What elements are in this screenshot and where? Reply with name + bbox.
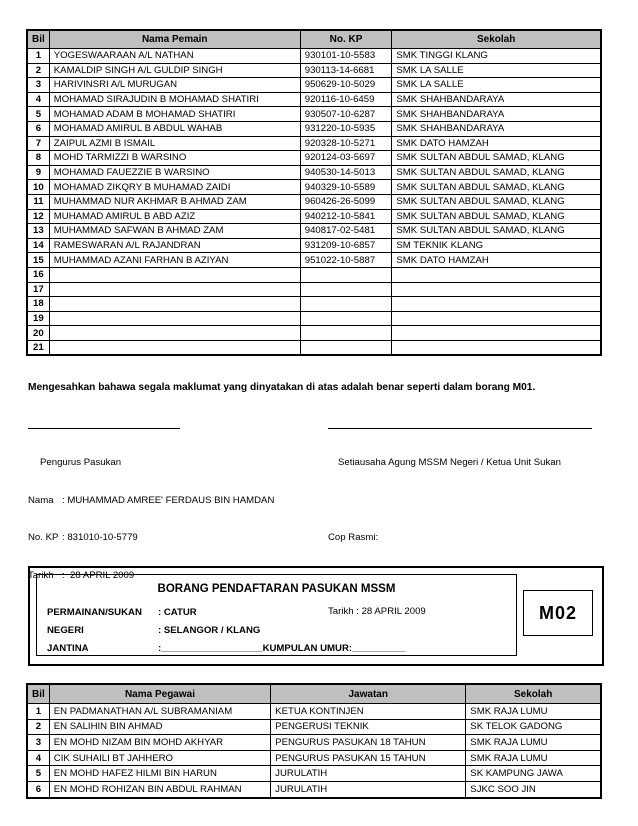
player-number: 5 bbox=[27, 107, 49, 122]
player-kp bbox=[300, 297, 392, 312]
player-name: MUHAMMAD SAFWAN B AHMAD ZAM bbox=[49, 224, 300, 239]
official-stamp-label: Cop Rasmi: bbox=[328, 531, 379, 543]
official-name: EN PADMANATHAN A/L SUBRAMANIAM bbox=[49, 704, 270, 720]
player-kp: 940530-14-5013 bbox=[300, 165, 392, 180]
player-row bbox=[27, 282, 601, 297]
player-school: SMK SHAHBANDARAYA bbox=[392, 121, 601, 136]
player-row bbox=[27, 136, 601, 151]
sport-label: PERMAINAN/SUKAN bbox=[47, 607, 142, 618]
date-value: : 28 APRIL 2009 bbox=[62, 569, 135, 581]
header-bil: Bil bbox=[27, 684, 49, 704]
official-name: EN MOHD HAFEZ HILMI BIN HARUN bbox=[49, 766, 270, 782]
player-kp: 940212-10-5841 bbox=[300, 209, 392, 224]
official-school: SJKC SOO JIN bbox=[466, 781, 601, 797]
player-row bbox=[27, 92, 601, 107]
player-school: SMK LA SALLE bbox=[392, 78, 601, 93]
form-row-sport bbox=[47, 607, 197, 618]
state-label: NEGERI bbox=[47, 625, 84, 636]
player-number: 18 bbox=[27, 297, 49, 312]
player-kp: 950629-10-5029 bbox=[300, 78, 392, 93]
player-name: MUHAMAD AMIRUL B ABD AZIZ bbox=[49, 209, 300, 224]
official-row bbox=[27, 766, 601, 782]
player-school bbox=[392, 297, 601, 312]
player-number: 4 bbox=[27, 92, 49, 107]
official-number: 6 bbox=[27, 781, 49, 797]
header-nama-pegawai: Nama Pegawai bbox=[49, 684, 270, 704]
player-kp: 931209-10-6857 bbox=[300, 238, 392, 253]
player-school bbox=[392, 326, 601, 341]
header-sekolah: Sekolah bbox=[392, 30, 601, 49]
player-row bbox=[27, 253, 601, 268]
player-row bbox=[27, 194, 601, 209]
official-row bbox=[27, 719, 601, 735]
date-label: Tarikh bbox=[28, 569, 54, 581]
player-name bbox=[49, 340, 300, 355]
player-row bbox=[27, 151, 601, 166]
official-number: 3 bbox=[27, 735, 49, 751]
player-number: 16 bbox=[27, 267, 49, 282]
official-school: SK KAMPUNG JAWA bbox=[466, 766, 601, 782]
form-code: M02 bbox=[538, 602, 577, 623]
player-school: SMK LA SALLE bbox=[392, 63, 601, 78]
player-number: 11 bbox=[27, 194, 49, 209]
officials-header-row bbox=[27, 684, 601, 704]
official-position: PENGURUS PASUKAN 18 TAHUN bbox=[271, 735, 466, 751]
player-number: 12 bbox=[27, 209, 49, 224]
player-kp: 960426-26-5099 bbox=[300, 194, 392, 209]
secretary-date: Tarikh : 28 APRIL 2009 bbox=[328, 606, 426, 617]
header-nama-pemain: Nama Pemain bbox=[49, 30, 300, 49]
signature-line-left bbox=[28, 428, 180, 429]
player-number: 1 bbox=[27, 49, 49, 64]
official-school: SMK RAJA LUMU bbox=[466, 735, 601, 751]
signature-line-right bbox=[328, 428, 592, 429]
official-school: SMK RAJA LUMU bbox=[466, 750, 601, 766]
player-name: HARIVINSRI A/L MURUGAN bbox=[49, 78, 300, 93]
player-row bbox=[27, 165, 601, 180]
player-kp: 951022-10-5887 bbox=[300, 253, 392, 268]
form-row-state bbox=[47, 625, 260, 636]
player-number: 13 bbox=[27, 224, 49, 239]
player-row bbox=[27, 121, 601, 136]
player-kp bbox=[300, 282, 392, 297]
player-name: MUHAMMAD NUR AKHMAR B AHMAD ZAM bbox=[49, 194, 300, 209]
player-kp bbox=[300, 311, 392, 326]
player-number: 14 bbox=[27, 238, 49, 253]
player-kp: 930101-10-5583 bbox=[300, 49, 392, 64]
player-name bbox=[49, 267, 300, 282]
player-name bbox=[49, 297, 300, 312]
player-name: ZAIPUL AZMI B ISMAIL bbox=[49, 136, 300, 151]
player-name: YOGESWAARAAN A/L NATHAN bbox=[49, 49, 300, 64]
players-header-row bbox=[27, 30, 601, 49]
player-school: SMK DATO HAMZAH bbox=[392, 253, 601, 268]
name-label: Nama bbox=[28, 494, 54, 506]
sport-value: : CATUR bbox=[158, 607, 197, 618]
official-position: JURULATIH bbox=[271, 781, 466, 797]
registration-form-box bbox=[28, 566, 604, 666]
player-kp: 920124-03-5697 bbox=[300, 151, 392, 166]
gender-label: JANTINA bbox=[47, 643, 89, 654]
player-row bbox=[27, 297, 601, 312]
confirmation-statement: Mengesahkan bahawa segala maklumat yang dinyatakan di atas adalah benar seperti dalam borang M01. bbox=[28, 382, 536, 393]
official-name: EN MOHD NIZAM BIN MOHD AKHYAR bbox=[49, 735, 270, 751]
player-name: MOHAMAD ZIKQRY B MUHAMAD ZAIDI bbox=[49, 180, 300, 195]
player-number: 2 bbox=[27, 63, 49, 78]
player-row bbox=[27, 238, 601, 253]
player-kp: 931220-10-5935 bbox=[300, 121, 392, 136]
name-value: : MUHAMMAD AMREE' FERDAUS BIN HAMDAN bbox=[62, 494, 275, 506]
player-number: 9 bbox=[27, 165, 49, 180]
official-number: 2 bbox=[27, 719, 49, 735]
player-kp: 920328-10-5271 bbox=[300, 136, 392, 151]
player-kp: 940329-10-5589 bbox=[300, 180, 392, 195]
official-position: PENGURUS PASUKAN 15 TAHUN bbox=[271, 750, 466, 766]
team-manager-title: Pengurus Pasukan bbox=[40, 457, 122, 468]
player-number: 17 bbox=[27, 282, 49, 297]
players-table bbox=[26, 29, 602, 356]
player-number: 10 bbox=[27, 180, 49, 195]
player-name bbox=[49, 311, 300, 326]
player-row bbox=[27, 63, 601, 78]
player-number: 20 bbox=[27, 326, 49, 341]
player-name: MOHAMAD AMIRUL B ABDUL WAHAB bbox=[49, 121, 300, 136]
player-name: RAMESWARAN A/L RAJANDRAN bbox=[49, 238, 300, 253]
official-school: SMK RAJA LUMU bbox=[466, 704, 601, 720]
player-number: 7 bbox=[27, 136, 49, 151]
player-number: 21 bbox=[27, 340, 49, 355]
player-school bbox=[392, 311, 601, 326]
secretary-title: Setiausaha Agung MSSM Negeri / Ketua Unit Sukan bbox=[338, 457, 561, 468]
player-name bbox=[49, 282, 300, 297]
player-name: MOHAMAD FAUEZZIE B WARSINO bbox=[49, 165, 300, 180]
player-school: SMK TINGGI KLANG bbox=[392, 49, 601, 64]
official-row bbox=[27, 735, 601, 751]
player-row bbox=[27, 78, 601, 93]
player-school bbox=[392, 340, 601, 355]
player-row bbox=[27, 107, 601, 122]
manager-kp-row bbox=[28, 532, 274, 545]
player-number: 19 bbox=[27, 311, 49, 326]
player-row bbox=[27, 267, 601, 282]
player-school: SMK SULTAN ABDUL SAMAD, KLANG bbox=[392, 224, 601, 239]
player-kp: 920116-10-6459 bbox=[300, 92, 392, 107]
registration-form-inner bbox=[36, 574, 517, 656]
player-kp: 930113-14-6681 bbox=[300, 63, 392, 78]
player-school bbox=[392, 282, 601, 297]
official-name: CIK SUHAILI BT JAHHERO bbox=[49, 750, 270, 766]
player-row bbox=[27, 49, 601, 64]
player-row bbox=[27, 209, 601, 224]
officials-table bbox=[26, 683, 602, 799]
player-name: KAMALDIP SINGH A/L GULDIP SINGH bbox=[49, 63, 300, 78]
player-school: SMK DATO HAMZAH bbox=[392, 136, 601, 151]
player-kp: 930507-10-6287 bbox=[300, 107, 392, 122]
official-row bbox=[27, 704, 601, 720]
header-sekolah: Sekolah bbox=[466, 684, 601, 704]
player-kp bbox=[300, 326, 392, 341]
player-school: SMK SULTAN ABDUL SAMAD, KLANG bbox=[392, 151, 601, 166]
player-row bbox=[27, 340, 601, 355]
player-school: SMK SULTAN ABDUL SAMAD, KLANG bbox=[392, 165, 601, 180]
player-name: MOHAMAD ADAM B MOHAMAD SHATIRI bbox=[49, 107, 300, 122]
player-kp bbox=[300, 267, 392, 282]
player-name: MUHAMMAD AZANI FARHAN B AZIYAN bbox=[49, 253, 300, 268]
form-row-gender bbox=[47, 643, 405, 654]
form-title: BORANG PENDAFTARAN PASUKAN MSSM bbox=[157, 583, 396, 595]
gender-value: :___________________KUMPULAN UMUR:__________ bbox=[158, 643, 406, 654]
player-school: SMK SULTAN ABDUL SAMAD, KLANG bbox=[392, 180, 601, 195]
header-no-kp: No. KP bbox=[300, 30, 392, 49]
player-kp bbox=[300, 340, 392, 355]
official-number: 4 bbox=[27, 750, 49, 766]
player-row bbox=[27, 311, 601, 326]
official-position: PENGERUSI TEKNIK bbox=[271, 719, 466, 735]
player-school: SMK SHAHBANDARAYA bbox=[392, 107, 601, 122]
official-position: KETUA KONTINJEN bbox=[271, 704, 466, 720]
player-school: SMK SULTAN ABDUL SAMAD, KLANG bbox=[392, 209, 601, 224]
player-school: SMK SULTAN ABDUL SAMAD, KLANG bbox=[392, 194, 601, 209]
official-number: 5 bbox=[27, 766, 49, 782]
player-school bbox=[392, 267, 601, 282]
form-code-box bbox=[523, 590, 593, 636]
official-name: EN MOHD ROHIZAN BIN ABDUL RAHMAN bbox=[49, 781, 270, 797]
official-position: JURULATIH bbox=[271, 766, 466, 782]
player-school: SM TEKNIK KLANG bbox=[392, 238, 601, 253]
header-bil: Bil bbox=[27, 30, 49, 49]
official-row bbox=[27, 781, 601, 797]
player-row bbox=[27, 326, 601, 341]
player-school: SMK SHAHBANDARAYA bbox=[392, 92, 601, 107]
official-number: 1 bbox=[27, 704, 49, 720]
player-number: 15 bbox=[27, 253, 49, 268]
manager-name-row bbox=[28, 495, 274, 508]
player-row bbox=[27, 224, 601, 239]
player-number: 8 bbox=[27, 151, 49, 166]
state-value: : SELANGOR / KLANG bbox=[158, 625, 261, 636]
kp-label: No. KP bbox=[28, 532, 59, 543]
player-name: MOHAMAD SIRAJUDIN B MOHAMAD SHATIRI bbox=[49, 92, 300, 107]
player-number: 6 bbox=[27, 121, 49, 136]
player-number: 3 bbox=[27, 78, 49, 93]
official-name: EN SALIHIN BIN AHMAD bbox=[49, 719, 270, 735]
player-row bbox=[27, 180, 601, 195]
player-kp: 940817-02-5481 bbox=[300, 224, 392, 239]
header-jawatan: Jawatan bbox=[271, 684, 466, 704]
player-name: MOHD TARMIZZI B WARSINO bbox=[49, 151, 300, 166]
official-school: SK TELOK GADONG bbox=[466, 719, 601, 735]
player-name bbox=[49, 326, 300, 341]
official-row bbox=[27, 750, 601, 766]
kp-value: : 831010-10-5779 bbox=[62, 532, 138, 543]
